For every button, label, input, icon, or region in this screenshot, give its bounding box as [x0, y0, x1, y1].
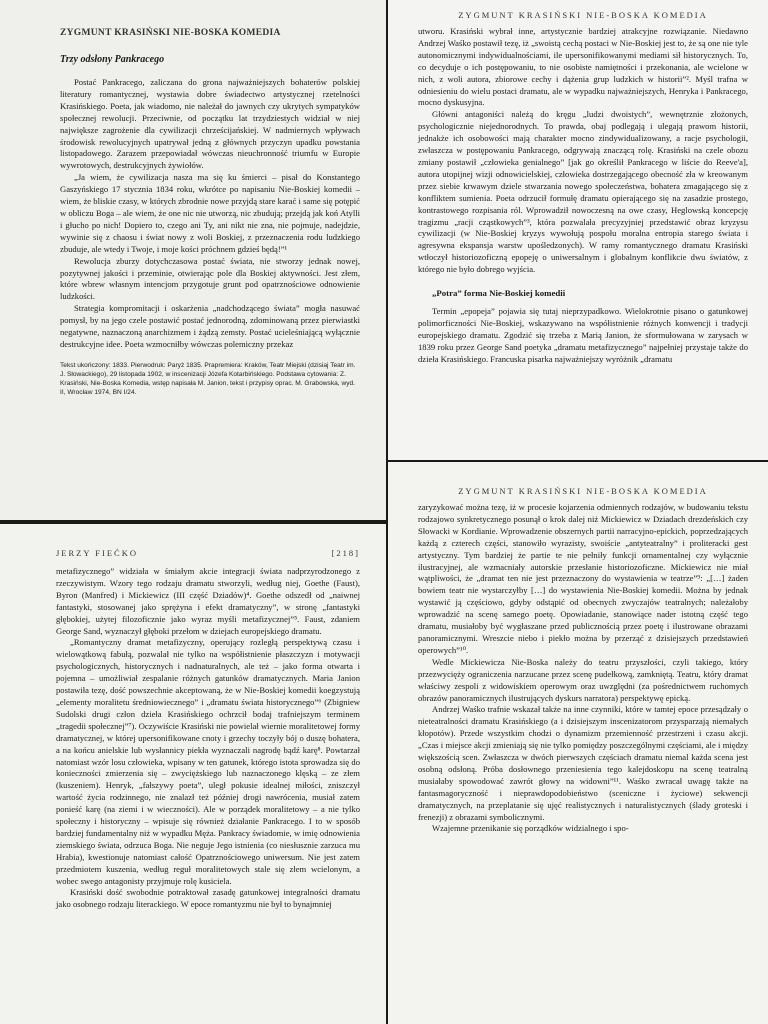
running-head	[56, 548, 360, 558]
page-number: [218]	[331, 548, 360, 558]
section-title: Trzy odsłony Pankracego	[60, 54, 165, 65]
body-text	[418, 502, 748, 835]
paragraph: Rewolucja zburzy dotychczasowa postać świata, nie stworzy jednak nowej, pozytywnej jakości i przeminie, otwierając pole dla Boskiej aktywności. Jest złem, które wbrew własnym intencjom przygotuje grunt pod opatrznościowe odnowienie ludzkości.	[60, 255, 360, 302]
paragraph: Wedle Mickiewicza Nie-Boska należy do teatru przyszłości, czyli takiego, który przezwycięży ograniczenia narzucane przez scenę pudełkową, zamkniętą. Teatru, który dramat właściwy zespoli z widowiskiem operowym oraz uwzględni (za pośrednictwem ruchomych obrazów panoramicznych ilustrujących dyskurs narratora) perspektywę epicką.	[418, 656, 748, 703]
page-bottom-left	[0, 524, 386, 1024]
paragraph: Wzajemne przenikanie się porządków widzialnego i spo-	[432, 823, 629, 834]
paragraph: Krasiński dość swobodnie potraktował zasadę gatunkowej integralności dramatu jako osobnego rodzaju literackiego. W epoce romantyzmu nie był to bynajmniej	[56, 887, 360, 910]
paragraph: Główni antagoniści należą do kręgu „ludzi dwoistych”, wewnętrznie złożonych, psychologicznie niejednorodnych. To prawda, obaj podlegają i ulegają prawom historii, jednakże ich osobowości mają charakter mocno zindywidualizowany, a racje psychologii, zwłaszcza w postępowaniu Pankracego, odgrywają znaczącą rolę. Krasiński na czele obozu zmiany postawił „człowieka genialnego” [jak go określił Pankracego w liście do Reeve'a], autora utopijnej wizji odnowicielskiej, człowieka dostrzegającego obecność zła w kreowanym przez siebie krwawym dziele stwarzania nowego społeczeństwa, bohatera zmagającego się z konfliktem sumienia. Poeta odrzucił formułę dramatu opierającego się na zasadzie prostego, kontrastowego rozpisania ról. Wprowadził nowoczesną na owe czasy, Heglowską koncepcję tragizmu „racji cząstkowych”³, która pozwalała precyzyjniej przedstawić obraz kryzysu cywilizacji (w Nie-Boskiej kryzys wywołują pospołu moralna entropia starego świata i agresywna ekspansja warstw upośledzonych). W ramy romantycznego dramatu Krasiński wtłoczył historiozoficzną epopeję o uniwersalnym i globalnym konflikcie dwu światów, z którego nie było dobrego wyjścia.	[418, 109, 748, 275]
body-text	[418, 306, 748, 366]
page-top-right	[388, 0, 768, 460]
paragraph: zaryzykować można tezę, iż w procesie kojarzenia odmiennych rodzajów, w budowaniu tekstu rodzajowo synkretycznego posunął o krok dalej niż Mickiewicz w Dziadach drezdeńskich czy Słowacki w Kordianie. Wprowadzenie obszernych partii narracyjno-epickich, poprzedzających każdą z czterech części, stanowiło wyrazisty, swoiście „antyteatralny” i proliteracki gest artystyczny. Tym bardziej że partie te nie pełniły funkcji ornamentalnej czy wyłącznie ilustracyjnej, ale wzmacniały autorskie przesłanie historiozoficzne. Mickiewicz nie miał wątpliwości, że „dramat ten nie jest przeznaczony do wystawienia w teatrze”⁹: „[…] żaden bowiem teatr nie wystarczyłby […] do wystawienia Nie-Boskiej komedii. Można by jednak wystawić ją częściowo, gdyby odstąpić od obecnych zwyczajów teatralnych; należałoby wprowadzić na scenę samego poetę. Opowiadanie, stanowiące nader istotną część tego dramatu, musiałoby być wygłaszane przed publicznością przez poetę i ilustrowane obrazami panoramicznymi. Wreszcie niebo i piekło można by przerząć z dzisiejszych przedstawień operowych”¹⁰.	[418, 502, 748, 655]
author-name: JERZY FIEĆKO	[56, 548, 139, 558]
paragraph: Andrzej Waśko trafnie wskazał także na inne czynniki, które w tamtej epoce przesądzały o nieteatralności dramatu Krasińskiego (a i dzisiejszym inscenizatorom przysparzają niemałych kłopotów). Przede wszystkim chodzi o dynamizm przemienność przestrzeni i czasu akcji. „Czas i miejsce akcji zmieniają się nie tylko pomiędzy poszczególnymi częściami, ale i między większością scen. Zwłaszcza w dwóch pierwszych częściach dramatu niemal każda scena jest osobną odsłoną. Próba dosłownego przeniesienia tego kalejdoskopu na scenę teatralną musiałaby spowodować zawrót głowy na widowni”¹¹. Waśko zwracał uwagę także na fantasmagoryczność i nieprawdopodobieństwo (sceniczne i życiowe) sekwencji dramatycznych, na przeplatanie się ujęć realistycznych i naturalistycznych (ślady groteski i frenezji) z obrazami symbolicznymi.	[418, 704, 748, 822]
running-head: ZYGMUNT KRASIŃSKI NIE-BOSKA KOMEDIA	[458, 486, 708, 496]
paragraph: Postać Pankracego, zaliczana do grona najważniejszych bohaterów polskiej literatury romantycznej, wystawia dobre świadectwo artystycznej rzetelności Krasińskiego. Poeta, jak wiadomo, nie należał do jawnych czy ukrytych sympatyków społecznej rewolucji. Przeciwnie, od początku lat trzydziestych widział w niej największe zagrożenie dla cywilizacji chrześcijańskiej. W nadmiernych wpływach środowisk rewolucyjnych upatrywał jedną z głównych przyczyn upadku powstania listopadowego. Zarazem przepowiadał wówczas nieuchronność triumfu w Europie wywrotowych, destrukcyjnych żywiołów.	[60, 77, 360, 171]
running-head: ZYGMUNT KRASIŃSKI NIE-BOSKA KOMEDIA	[60, 28, 281, 38]
footnote: Tekst ukończony: 1833. Pierwodruk: Paryż 1835. Prapremiera: Kraków, Teatr Miejski (dzisiaj Teatr im. J. Słowackiego), 29 listopada 1902, w inscenizacji Józefa Kotarbińskiego. Podstawa cytowania: Z. Krasiński, Nie-Boska Komedia, wstęp napisała M. Janion, tekst i przypisy oprac. M. Grabowska, wyd. II, Wrocław 1974, BN I/24.	[60, 361, 356, 396]
body-text	[60, 77, 360, 351]
paragraph: „Romantyczny dramat metafizyczny, operujący rozległą perspektywą czasu i wielowątkową fabułą, pozwalał nie tylko na współistnienie płaszczyzn i motywacji psychologicznych, historycznych i nadnaturalnych, ale też – jako forma otwarta i pojemna – umożliwiał zespalanie różnych gatunków dramatycznych. Maria Janion postawiła tezę, dość powszechnie akceptowaną, że w Nie-Boskiej komedii koegzystują „elementy moralitetu średniowiecznego” i „dramatu świata historycznego”⁶ (Zbigniew Sudolski drugi człon dzieła Krasińskiego ochrzcił bodaj trafniejszym terminem „tragedii społecznej”⁷). Oczywiście Krasiński nie powielał wiernie moralitetowej formy dramatycznej, w której upersonifikowane cnoty i grzechy toczyły bój o duszę bohatera, a na końcu anielskie lub wysłannicy piekła wyznaczali nagrodę bądź karę⁸. Powtarzał natomiast wzór losu człowieka, wpisany w ten gatunek, którego istota sprowadza się do konieczności zmierzenia się – zwyciężskiego lub naznaczonego klęską – ze złem (kuszeniem). Henryk, „fałszywy poeta”, uległ pokusie idealnej miłości, zniszczył wartość życia rodzinnego, nie znalazł też później drogi nawrócenia, musiał zatem ponieść karę (na ziemi i w wieczności). Ale w porządek moralitetowy – a nie tylko społeczny i historyczny – wpisuje się również działanie Pankracego. I to w sposób bardziej fundamentalny niż w wypadku Męża. Pankracy świadomie, w imię odnowienia ziemskiego świata, odrzuca Boga. Nie neguje Jego istnienia (co niesłusznie zarzuca mu Hrabia), kwestionuje natomiast całość Opatrznościowego uniwersum. Nie jest zatem przedmiotem kuszenia, według reguł moralitetowych stale się złem wcielonym, a wobec swego antagonisty przyjmuje rolę kusiciela.	[56, 637, 360, 886]
paragraph: „Ja wiem, że cywilizacja nasza ma się ku śmierci – pisał do Konstantego Gaszyńskiego 17 stycznia 1834 roku, wkrótce po napisaniu Nie-Boskiej komedii – wiem, że bliskie czasy, w których zbrodnie nowe przyjdą stare karać i same się potępić w obliczu Boga – ale wiem, że one nic nie utworzą, nic zbudują; przejdą jak koń Atylli i głucho po nich! Dopiero to, czego ani Ty, ani nikt nie zna, nie pojmuje, nadejdzie, wywinie się z chaosu i świat nowy z woli Boskiej, z przeznaczenia rodu ludzkiego zbuduje, ale wtedy i Twoje, i moje kości próchnem gdzieś będą!”¹	[60, 172, 360, 254]
body-text	[56, 566, 360, 911]
paragraph: utworu. Krasiński wybrał inne, artystycznie bardziej atrakcyjne rozwiązanie. Niedawno Andrzej Waśko postawił tezę, iż „swoistą cechą postaci w Nie-Boskiej jest to, że są one nie tyle autonomicznymi indywidualnościami, ile upersonifikowanymi mediami sił historycznych. To, co decyduje o ich postępowaniu, to nie osobiste namiętności i przekonania, ale wcielone w nich, z woli autora, zbiorowe cechy i dążenia grup ludzkich w historii”². Myśl trafna w odniesieniu do wielu postaci dramatu, ale w wypadku najważniejszych, Henryka i Pankracego, mocno dyskusyjna.	[418, 26, 748, 108]
page-bottom-right	[388, 462, 768, 1024]
paragraph: metafizycznego” widziała w śmiałym akcie integracji świata nadprzyrodzonego z rzeczywistym. Wzory tego rodzaju dramatu stworzyli, według niej, Goethe (Faust), Byron (Manfred) i Mickiewicz (III część Dziadów)⁴. Goethe odszedł od „naiwnej fantastyki, stosowanej jako sprężyna i efekt dramatyczny”, w stronę „fantastyki głębokiej, użytej filozoficznie jako wyraz myśli metafizycznej”⁵. Faust, zdaniem George Sand, wyznaczył głęboki przełom w dziejach europejskiego dramatu.	[56, 566, 360, 636]
page-top-left	[0, 0, 386, 520]
body-text	[418, 26, 748, 276]
paragraph: Termin „epopeja” pojawia się tutaj nieprzypadkowo. Wielokrotnie pisano o gatunkowej polimorficzności Nie-Boskiej, wskazywano na współistnienie różnych konwencji i tradycji europejskiego dramatu. Zgodzić się trzeba z Marią Janion, że sformułowana w zarysach w 1839 roku przez George Sand poetyka „dramatu metafizycznego” najpełniej przystaje także do dzieła Krasińskiego. Francuska pisarka najważniejszy wyróżnik „dramatu	[418, 306, 748, 364]
running-head: ZYGMUNT KRASIŃSKI NIE-BOSKA KOMEDIA	[458, 10, 708, 20]
subheading: „Potra” forma Nie-Boskiej komedii	[432, 288, 566, 299]
paragraph: Strategia kompromitacji i oskarżenia „nadchodzącego świata” mogła nasuwać pomysł, by na jego czele postawić postać jednorodną, zdominowaną przez pierwiastki negatywne, naznaczoną anarchizmem i żądzą zemsty. Postać ucieleśniającą wyłącznie destrukcyjne idee. Poeta wzmocniłby wówczas polemiczny przekaz	[60, 303, 360, 349]
